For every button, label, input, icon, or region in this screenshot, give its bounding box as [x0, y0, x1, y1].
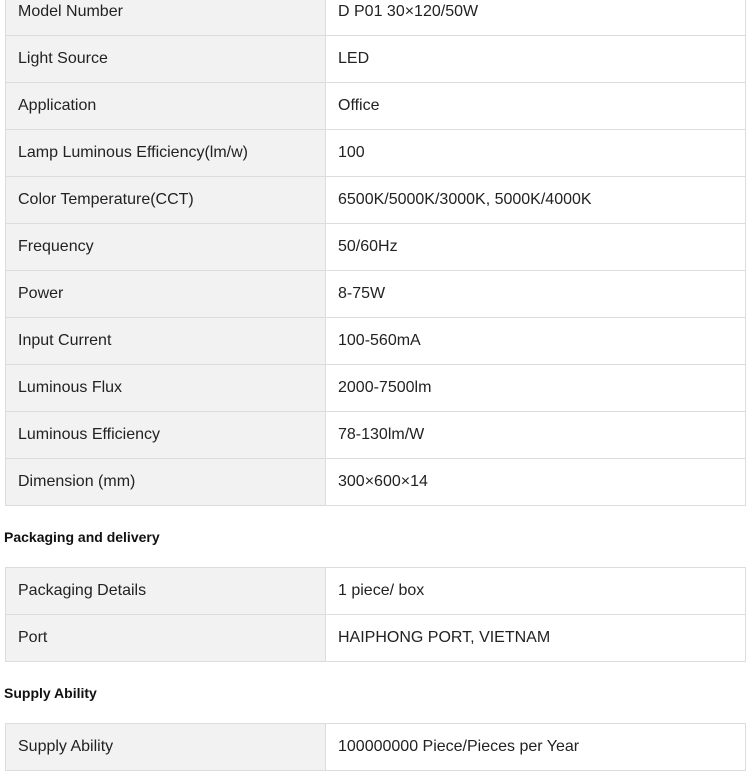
table-row [6, 0, 746, 36]
table-row [6, 224, 746, 271]
row-label: Packaging Details [6, 568, 326, 615]
table-row [6, 568, 746, 615]
row-label: Luminous Flux [6, 365, 326, 412]
row-label: Color Temperature(CCT) [6, 177, 326, 224]
packaging-heading: Packaging and delivery [4, 529, 160, 545]
table-row [6, 36, 746, 83]
table-row [6, 724, 746, 771]
row-value: 100 [326, 130, 746, 177]
row-label: Supply Ability [6, 724, 326, 771]
row-value: 50/60Hz [326, 224, 746, 271]
row-label: Input Current [6, 318, 326, 365]
row-label: Power [6, 271, 326, 318]
table-row [6, 318, 746, 365]
row-value: 6500K/5000K/3000K, 5000K/4000K [326, 177, 746, 224]
table-row [6, 271, 746, 318]
row-value: Office [326, 83, 746, 130]
table-row [6, 365, 746, 412]
table-row [6, 615, 746, 662]
row-value: 100-560mA [326, 318, 746, 365]
supply-heading: Supply Ability [4, 685, 97, 701]
row-value: 100000000 Piece/Pieces per Year [326, 724, 746, 771]
row-value: 1 piece/ box [326, 568, 746, 615]
row-label: Frequency [6, 224, 326, 271]
row-value: HAIPHONG PORT, VIETNAM [326, 615, 746, 662]
table-row [6, 83, 746, 130]
row-value: 300×600×14 [326, 459, 746, 506]
packaging-table [5, 567, 746, 662]
row-label: Application [6, 83, 326, 130]
row-label: Light Source [6, 36, 326, 83]
row-value: 8-75W [326, 271, 746, 318]
table-row [6, 177, 746, 224]
row-label: Lamp Luminous Efficiency(lm/w) [6, 130, 326, 177]
row-label: Port [6, 615, 326, 662]
row-value: D P01 30×120/50W [326, 0, 746, 36]
row-value: LED [326, 36, 746, 83]
supply-table [5, 723, 746, 771]
specifications-table [5, 0, 746, 506]
table-row [6, 459, 746, 506]
table-row [6, 412, 746, 459]
table-row [6, 130, 746, 177]
row-label: Luminous Efficiency [6, 412, 326, 459]
row-value: 2000-7500lm [326, 365, 746, 412]
row-label: Model Number [6, 0, 326, 36]
row-value: 78-130lm/W [326, 412, 746, 459]
row-label: Dimension (mm) [6, 459, 326, 506]
